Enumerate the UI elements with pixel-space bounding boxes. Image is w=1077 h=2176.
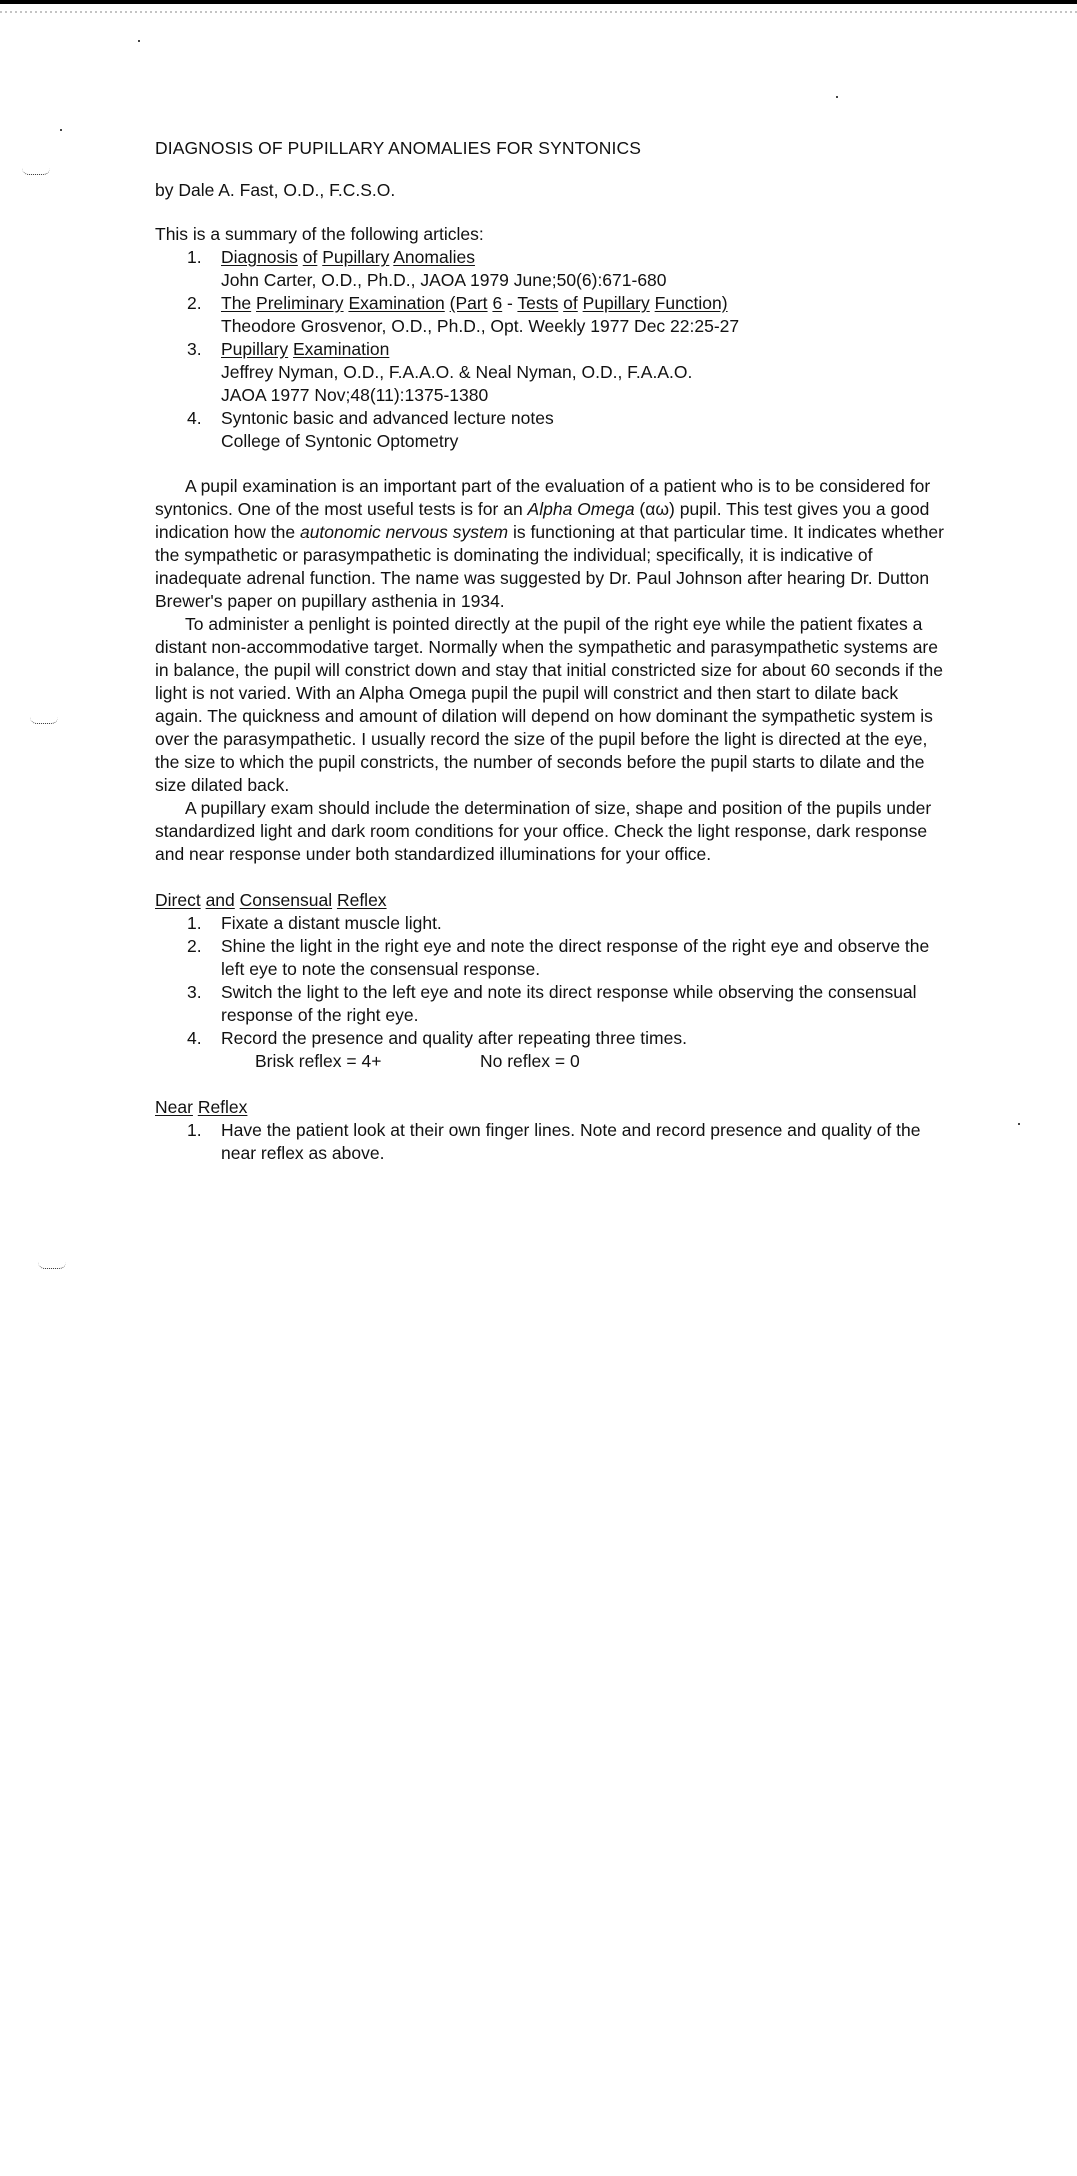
scan-top-edge: [0, 0, 1077, 4]
step-number: 1.: [187, 913, 202, 933]
heading-word: and: [205, 890, 235, 910]
scale-brisk: Brisk reflex = 4+: [255, 1051, 382, 1071]
reference-title: [221, 292, 945, 315]
title-word: Pupillary: [322, 247, 390, 267]
reference-number: 3.: [187, 339, 202, 359]
paragraph-exam-scope: A pupillary exam should include the determination of size, shape and position of the pupils under standardized light and dark room conditions for your office. Check the light response, dark response and near response under both standardized illuminations for your office.: [155, 798, 932, 864]
intro-text: This is a summary of the following articles:: [155, 224, 484, 244]
title-word: Diagnosis: [221, 247, 298, 267]
reference-citation: Theodore Grosvenor, O.D., Ph.D., Opt. Weekly 1977 Dec 22:25-27: [221, 316, 740, 336]
heading-word: Reflex: [336, 890, 387, 910]
step-text: Shine the light in the right eye and note the direct response of the right eye and observe the left eye to note the consensual response.: [221, 936, 930, 979]
step-text: Fixate a distant muscle light.: [221, 913, 442, 933]
reference-citation: Jeffrey Nyman, O.D., F.A.A.O. & Neal Nyman, O.D., F.A.A.O.: [221, 362, 693, 382]
section-heading-direct-consensual: [155, 889, 945, 912]
title-word: Examination: [348, 293, 445, 313]
document-title: DIAGNOSIS OF PUPILLARY ANOMALIES FOR SYNTONICS: [155, 138, 641, 158]
scan-speck: [60, 129, 62, 131]
step-number: 3.: [187, 982, 202, 1002]
title-word: of: [302, 247, 318, 267]
step-item: [155, 912, 945, 935]
title-word: of: [563, 293, 578, 313]
title-word: Tests: [517, 293, 559, 313]
title-word: (Part: [449, 293, 488, 313]
reference-list: [155, 246, 945, 453]
scan-speck: [1018, 1123, 1020, 1125]
reference-title: [221, 338, 945, 361]
step-text: Have the patient look at their own finger lines. Note and record presence and quality of the near reflex as above.: [221, 1120, 921, 1163]
reference-number: 4.: [187, 408, 202, 428]
step-item: [155, 1119, 945, 1165]
title-word: Pupillary: [221, 339, 289, 359]
title-word: -: [507, 293, 513, 313]
reflex-scale: [155, 1050, 945, 1073]
title-word: Function): [654, 293, 728, 313]
title-word: Pupillary: [582, 293, 650, 313]
reference-citation: JAOA 1977 Nov;48(11):1375-1380: [221, 385, 489, 405]
scan-speck: [138, 40, 140, 42]
reference-number: 2.: [187, 293, 202, 313]
scan-mark: [38, 1262, 66, 1269]
scan-noise-line: [0, 11, 1077, 13]
reference-title: Syntonic basic and advanced lecture notes: [221, 408, 554, 428]
byline: by Dale A. Fast, O.D., F.C.S.O.: [155, 180, 396, 200]
title-word: Examination: [293, 339, 390, 359]
heading-word: Reflex: [197, 1097, 248, 1117]
step-item: [155, 981, 945, 1027]
reference-citation: John Carter, O.D., Ph.D., JAOA 1979 June;50(6):671-680: [221, 270, 667, 290]
near-reflex-steps: [155, 1119, 945, 1165]
section-heading-near-reflex: [155, 1096, 945, 1119]
reference-item: [155, 246, 945, 292]
title-word: The: [221, 293, 252, 313]
step-number: 1.: [187, 1120, 202, 1140]
paragraph-administer: To administer a penlight is pointed directly at the pupil of the right eye while the patient fixates a distant non-accommodative target. Normally when the sympathetic and parasympathetic systems are in balance, the pupil will constrict down and stay that initial constricted size for about 60 seconds if the light is not varied. With an Alpha Omega pupil the pupil will constrict and then start to dilate back again. The quickness and amount of dilation will depend on how dominant the sympathetic system is over the parasympathetic. I usually record the size of the pupil before the light is directed at the eye, the size to which the pupil constricts, the number of seconds before the pupil starts to dilate and the size dilated back.: [155, 614, 943, 795]
reference-item: [155, 407, 945, 453]
title-word: Anomalies: [393, 247, 475, 267]
reference-item: [155, 338, 945, 407]
italic-term: autonomic nervous system: [299, 522, 509, 542]
reference-citation: College of Syntonic Optometry: [221, 431, 459, 451]
direct-reflex-steps: [155, 912, 945, 1050]
step-number: 2.: [187, 936, 202, 956]
reference-number: 1.: [187, 247, 202, 267]
reference-title: [221, 246, 945, 269]
heading-word: Direct: [155, 890, 201, 910]
step-text: Record the presence and quality after repeating three times.: [221, 1028, 687, 1048]
scan-mark: [22, 168, 50, 175]
scan-speck: [836, 96, 838, 98]
text-run: is functioning at that particular time. It indicates whether the sympathetic or parasympathetic is dominating the individual; specifically, it is indicative of inadequate adrenal function. The name was suggested by Dr. Paul Johnson after hearing Dr. Dutton Brewer's paper on pupillary asthenia in 1934.: [155, 522, 944, 611]
step-item: [155, 935, 945, 981]
step-text: Switch the light to the left eye and note its direct response while observing the consensual response of the right eye.: [221, 982, 917, 1025]
reference-item: [155, 292, 945, 338]
title-word: Preliminary: [256, 293, 344, 313]
paragraph-alpha-omega: [155, 475, 945, 613]
italic-term: Alpha Omega: [527, 499, 635, 519]
step-item: [155, 1027, 945, 1050]
scale-none: No reflex = 0: [480, 1051, 580, 1071]
text-run: A pupil examination is an important part of the evaluation of a patient who is to be considered for syntonics. One of the most useful tests is for an: [155, 476, 931, 519]
title-word: 6: [492, 293, 503, 313]
step-number: 4.: [187, 1028, 202, 1048]
heading-word: Near: [155, 1097, 193, 1117]
scan-mark: [30, 717, 58, 724]
document-page: [155, 137, 945, 1165]
heading-word: Consensual: [239, 890, 333, 910]
text-run: (αω) pupil. This test gives you a good indication how the: [155, 499, 930, 542]
